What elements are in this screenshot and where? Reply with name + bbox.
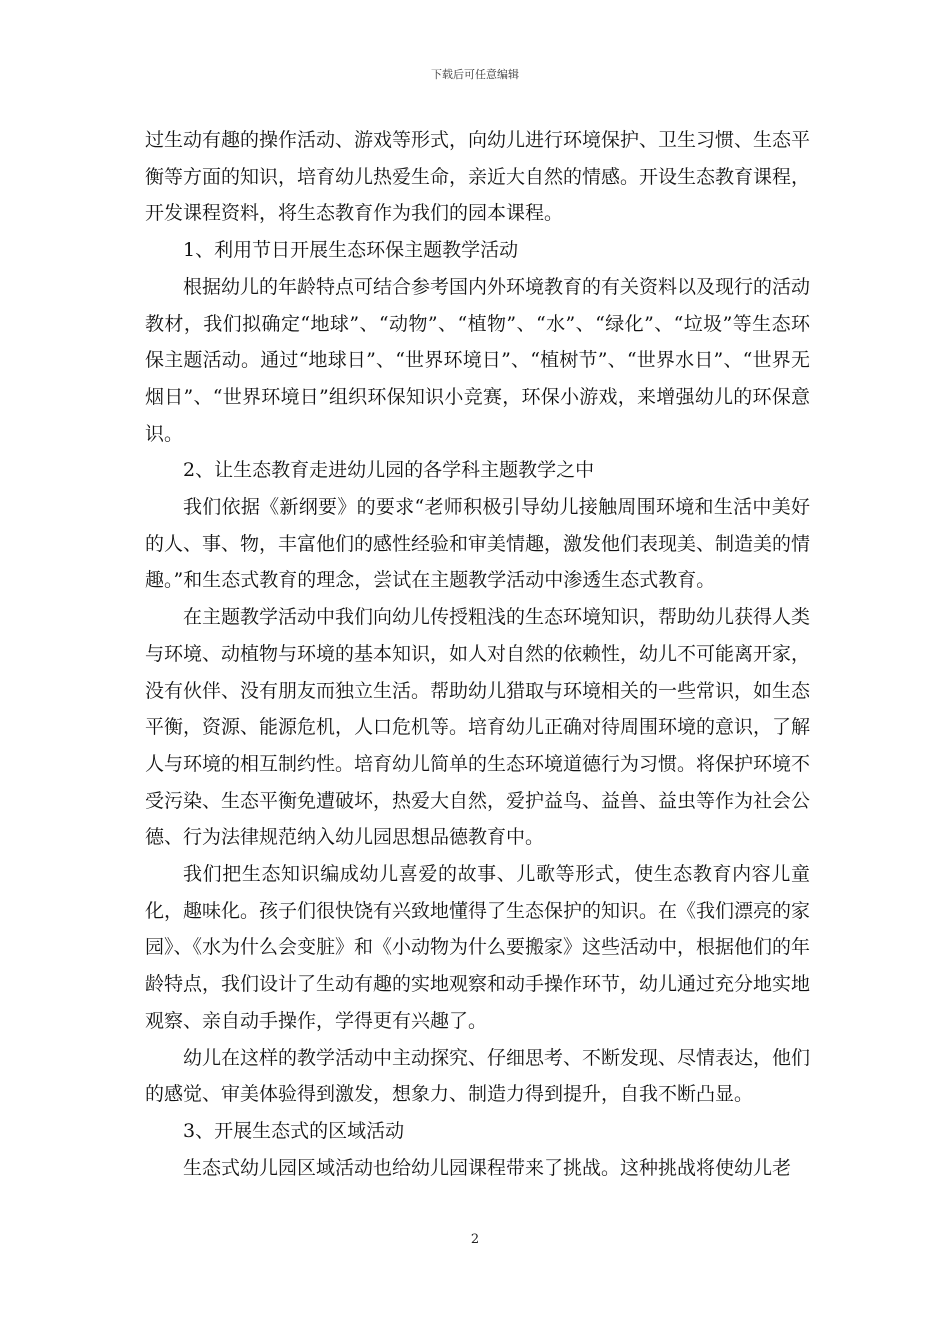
paragraph: 幼儿在这样的教学活动中主动探究、仔细思考、不断发现、尽情表达，他们的感觉、审美体验得到激发，想象力、制造力得到提升，自我不断凸显。 — [145, 1046, 811, 1106]
paragraph: 根据幼儿的年龄特点可结合参考国内外环境教育的有关资料以及现行的活动教材，我们拟确定“地球”、“动物”、“植物”、“水”、“绿化”、“垃圾”等生态环保主题活动。通过“地球日”、“世界环境日”、“植树节”、“世界水日”、“世界无烟日”、“世界环境日”组织环保知识小竞赛，环保小游戏，来增强幼儿的环保意识。 — [145, 275, 811, 445]
paragraph: 生态式幼儿园区域活动也给幼儿园课程带来了挑战。这种挑战将使幼儿老 — [183, 1156, 792, 1179]
section-heading-2: 2、让生态教育走进幼儿园的各学科主题教学之中 — [183, 459, 595, 482]
paragraph: 在主题教学活动中我们向幼儿传授粗浅的生态环境知识，帮助幼儿获得人类与环境、动植物与环境的基本知识，如人对自然的依赖性，幼儿不可能离开家，没有伙伴、没有朋友而独立生活。帮助幼儿猎取与环境相关的一些常识，如生态平衡，资源、能源危机，人口危机等。培育幼儿正确对待周围环境的意识，了解人与环境的相互制约性。培育幼儿简单的生态环境道德行为习惯。将保护环境不受污染、生态平衡免遭破坏，热爱大自然，爱护益鸟、益兽、益虫等作为社会公德、行为法律规范纳入幼儿园思想品德教育中。 — [145, 606, 811, 849]
section-heading-3: 3、开展生态式的区域活动 — [183, 1119, 405, 1142]
page-header: 下载后可任意编辑 — [431, 68, 519, 81]
page-number: 2 — [470, 1232, 480, 1247]
document-body — [145, 122, 810, 1186]
paragraph-continuation: 过生动有趣的操作活动、游戏等形式，向幼儿进行环境保护、卫生习惯、生态平衡等方面的知识，培育幼儿热爱生命，亲近大自然的情感。开设生态教育课程，开发课程资料，将生态教育作为我们的园本课程。 — [145, 129, 811, 225]
paragraph: 我们依据《新纲要》的要求“老师积极引导幼儿接触周围环境和生活中美好的人、事、物，丰富他们的感性经验和审美情趣，激发他们表现美、制造美的情趣。”和生态式教育的理念，尝试在主题教学活动中渗透生态式教育。 — [145, 496, 811, 592]
section-heading-1: 1、利用节日开展生态环保主题教学活动 — [183, 239, 519, 262]
paragraph: 我们把生态知识编成幼儿喜爱的故事、儿歌等形式，使生态教育内容儿童化，趣味化。孩子们很快饶有兴致地懂得了生态保护的知识。在《我们漂亮的家园》、《水为什么会变脏》和《小动物为什么要搬家》这些活动中，根据他们的年龄特点，我们设计了生动有趣的实地观察和动手操作环节，幼儿通过充分地实地观察、亲自动手操作，学得更有兴趣了。 — [145, 863, 811, 1032]
